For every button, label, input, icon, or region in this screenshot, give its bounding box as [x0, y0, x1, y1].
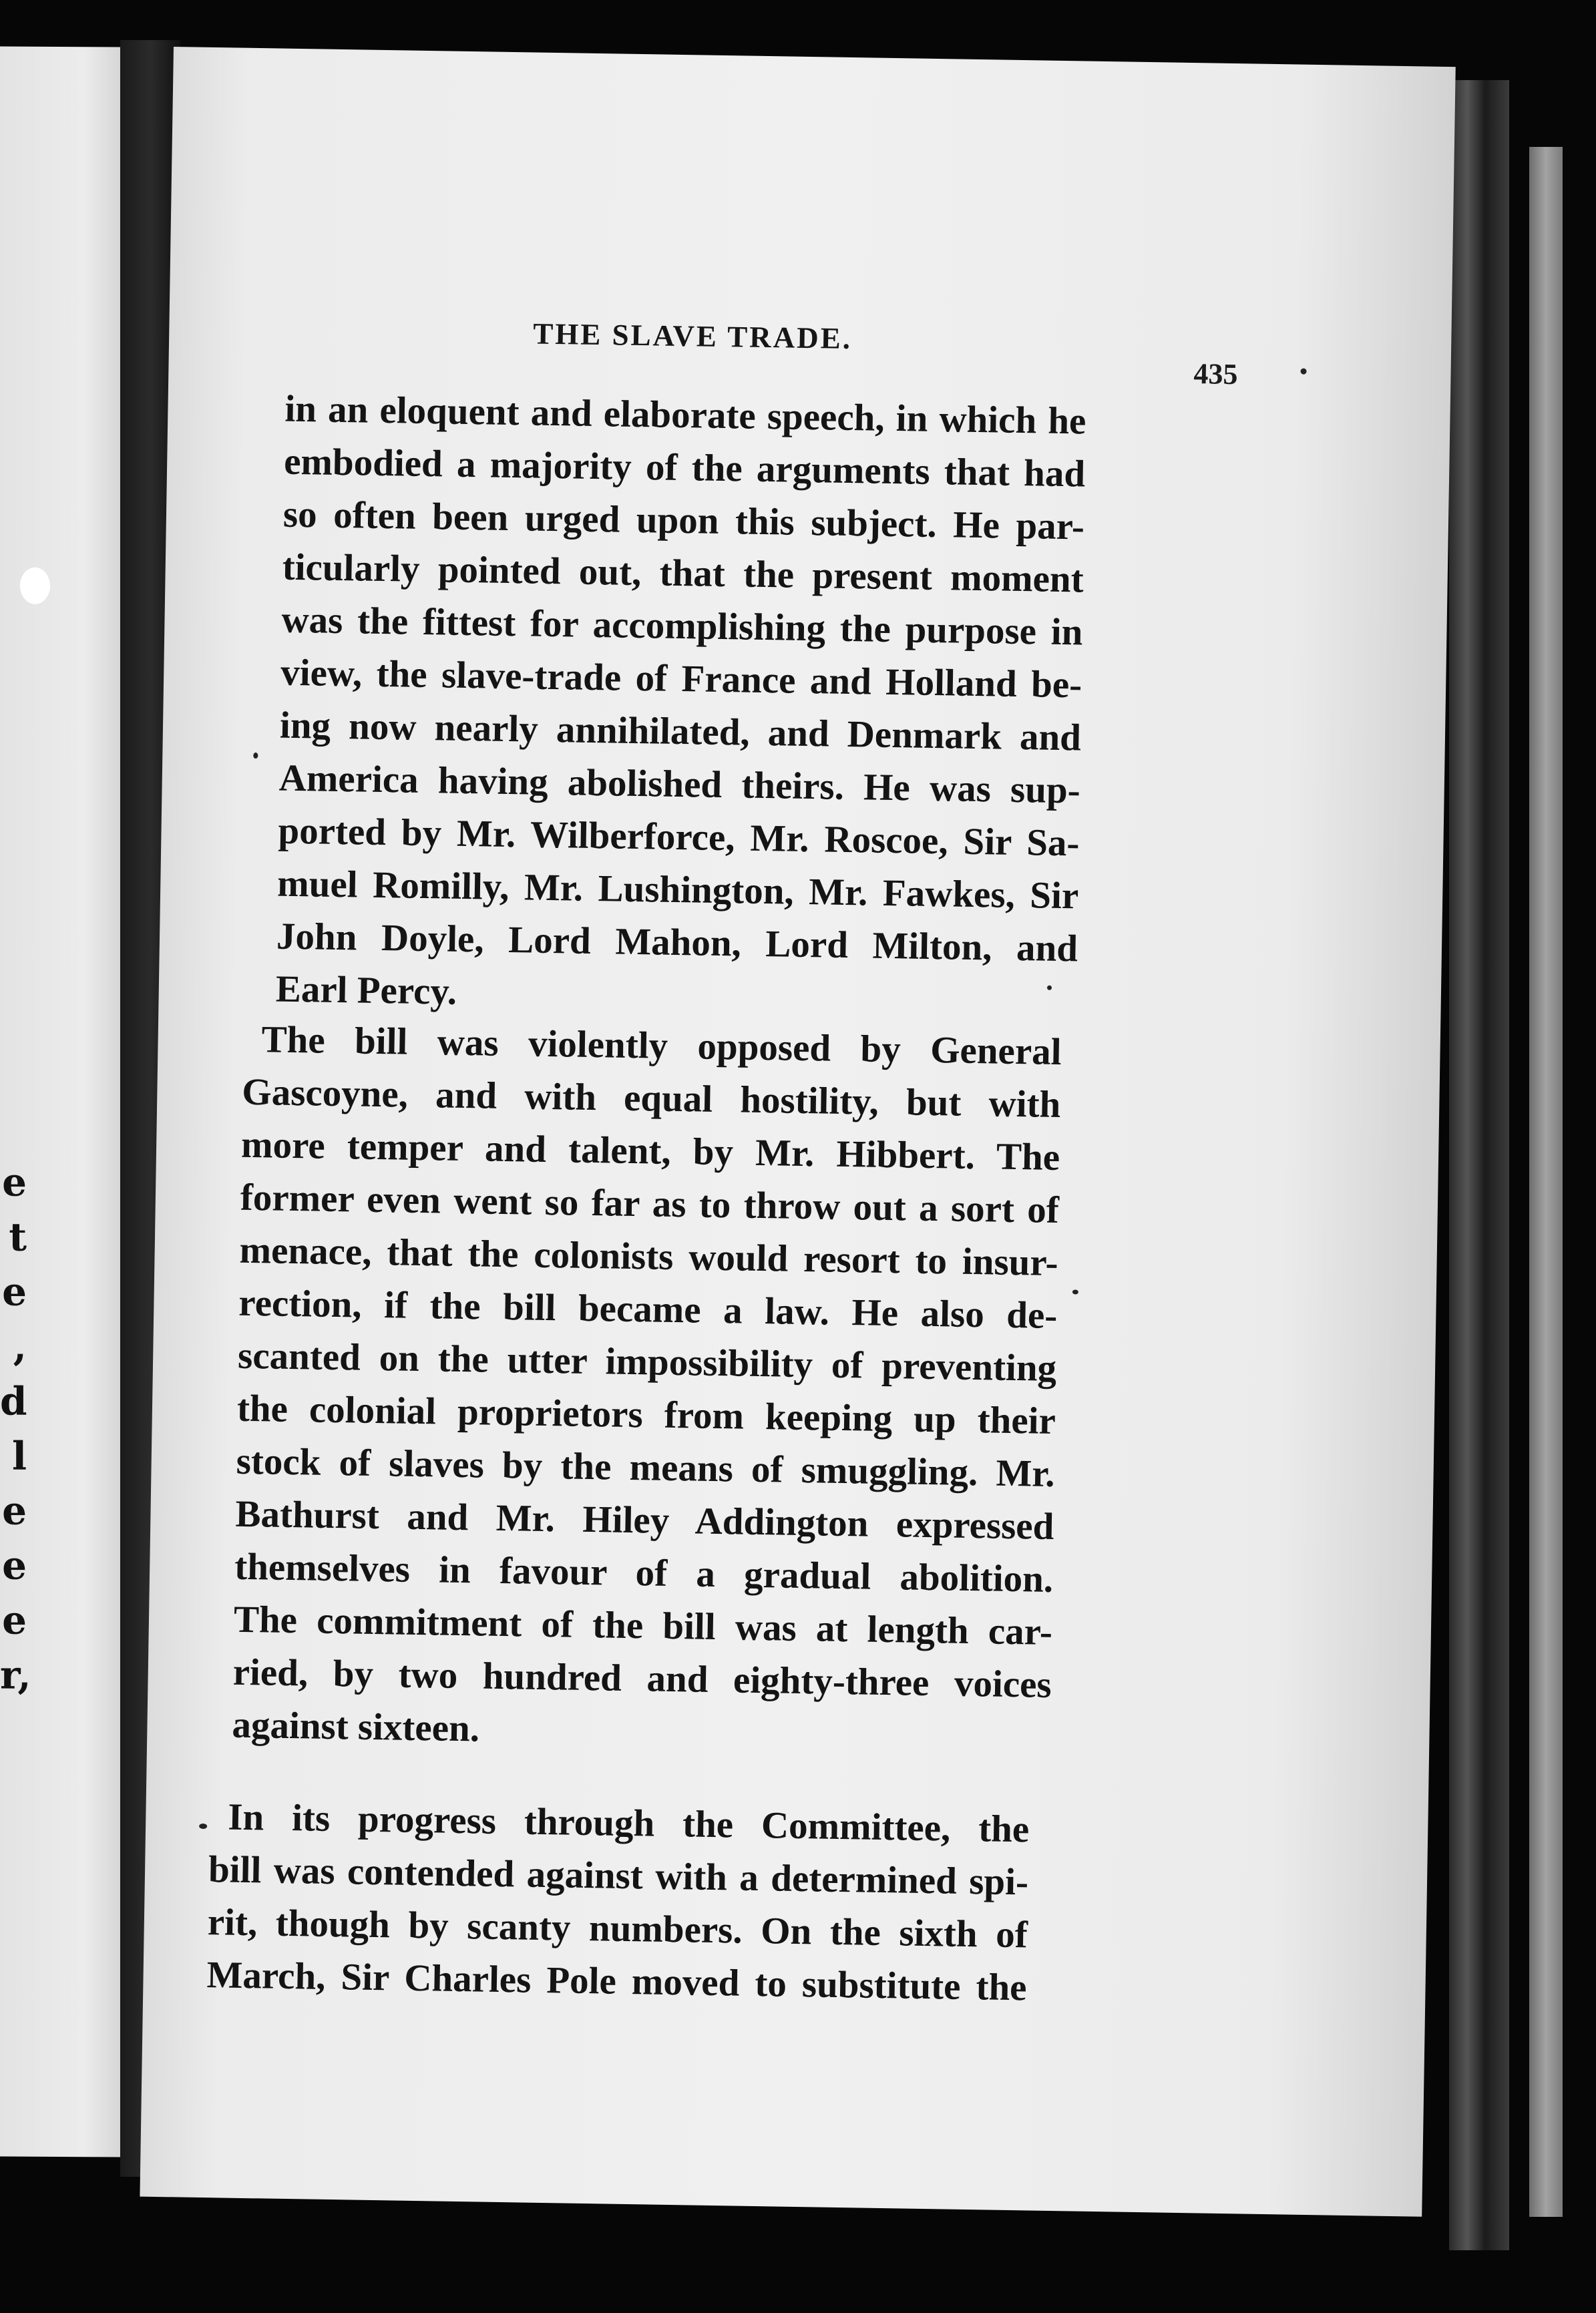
text-line: menace, that the colonists would resort to insur-: [239, 1229, 1059, 1285]
text-line: view, the slave-trade of France and Holland be-: [280, 651, 1082, 706]
text-line: rection, if the bill became a law. He also de-: [238, 1281, 1058, 1337]
fragment: d: [0, 1378, 27, 1424]
text-line: former even went so far as to throw out a sort of: [240, 1176, 1060, 1232]
text-line: scanted on the utter impossibility of preventing: [237, 1334, 1057, 1390]
text-line: America having abolished theirs. He was sup-: [278, 757, 1081, 812]
facing-page-fragments: [0, 1155, 31, 1703]
text-line: muel Romilly, Mr. Lushington, Mr. Fawkes, Sir: [276, 862, 1079, 917]
text-line: rit, though by scanty numbers. On the sixth of: [207, 1901, 1028, 1956]
text-line: The bill was violently opposed by General: [261, 1018, 1062, 1074]
text-line: against sixteen.: [232, 1703, 480, 1750]
fragment: e: [2, 1159, 27, 1205]
text-line: Earl Percy.: [275, 968, 457, 1013]
text-line: The commitment of the bill was at length car-: [233, 1598, 1053, 1653]
text-line: was the fittest for accomplishing the purpose in: [281, 598, 1083, 654]
text-line: bill was contended against with a determined spi-: [208, 1848, 1029, 1904]
fragment: e: [2, 1488, 27, 1534]
fragment: t: [9, 1214, 27, 1260]
book-page: [140, 47, 1455, 2217]
text-line: in an eloquent and elaborate speech, in which he: [284, 387, 1086, 443]
paragraph-3: [206, 1790, 1030, 2014]
fragment: l: [11, 1433, 27, 1479]
text-line: John Doyle, Lord Mahon, Lord Milton, and: [276, 915, 1078, 970]
text-line: March, Sir Charles Pole moved to substitute the: [206, 1954, 1027, 2009]
page-number: 435: [1193, 357, 1238, 391]
text-line: stock of slaves by the means of smuggling. Mr.: [236, 1440, 1056, 1495]
book-fore-edge: [1449, 80, 1509, 2250]
facing-page: [0, 47, 120, 2157]
text-line: In its progress through the Committee, the: [227, 1796, 1030, 1851]
ink-speck: [1047, 986, 1052, 990]
facing-page-blot: [20, 568, 50, 604]
paragraph-2: [232, 1013, 1062, 1764]
fragment: ,: [13, 1323, 27, 1370]
text-line: ing now nearly annihilated, and Denmark and: [279, 704, 1082, 759]
paragraph-1: [275, 383, 1086, 1028]
ink-speck: [253, 753, 258, 759]
text-line: embodied a majority of the arguments that had: [283, 440, 1086, 495]
book-cover-edge: [1529, 147, 1563, 2217]
ink-speck: [199, 1824, 207, 1829]
fragment: r,: [0, 1652, 31, 1698]
ink-speck: [1301, 369, 1307, 375]
text-line: Bathurst and Mr. Hiley Addington expressed: [235, 1492, 1054, 1548]
text-line: ried, by two hundred and eighty-three voices: [232, 1651, 1052, 1706]
text-line: the colonial proprietors from keeping up their: [236, 1387, 1056, 1442]
text-line: themselves in favour of a gradual abolition.: [234, 1545, 1054, 1601]
running-head: THE SLAVE TRADE.: [532, 317, 853, 356]
text-line: ported by Mr. Wilberforce, Mr. Roscoe, Sir Sa-: [278, 809, 1080, 865]
text-line: so often been urged upon this subject. He par-: [282, 493, 1085, 548]
fragment: e: [2, 1597, 27, 1643]
text-line: Gascoyne, and with equal hostility, but with: [241, 1070, 1061, 1126]
fragment: e: [2, 1542, 27, 1589]
ink-speck: [1072, 1289, 1078, 1294]
fragment: e: [2, 1269, 27, 1315]
text-line: more temper and talent, by Mr. Hibbert. The: [240, 1123, 1060, 1179]
text-line: ticularly pointed out, that the present moment: [282, 546, 1084, 601]
